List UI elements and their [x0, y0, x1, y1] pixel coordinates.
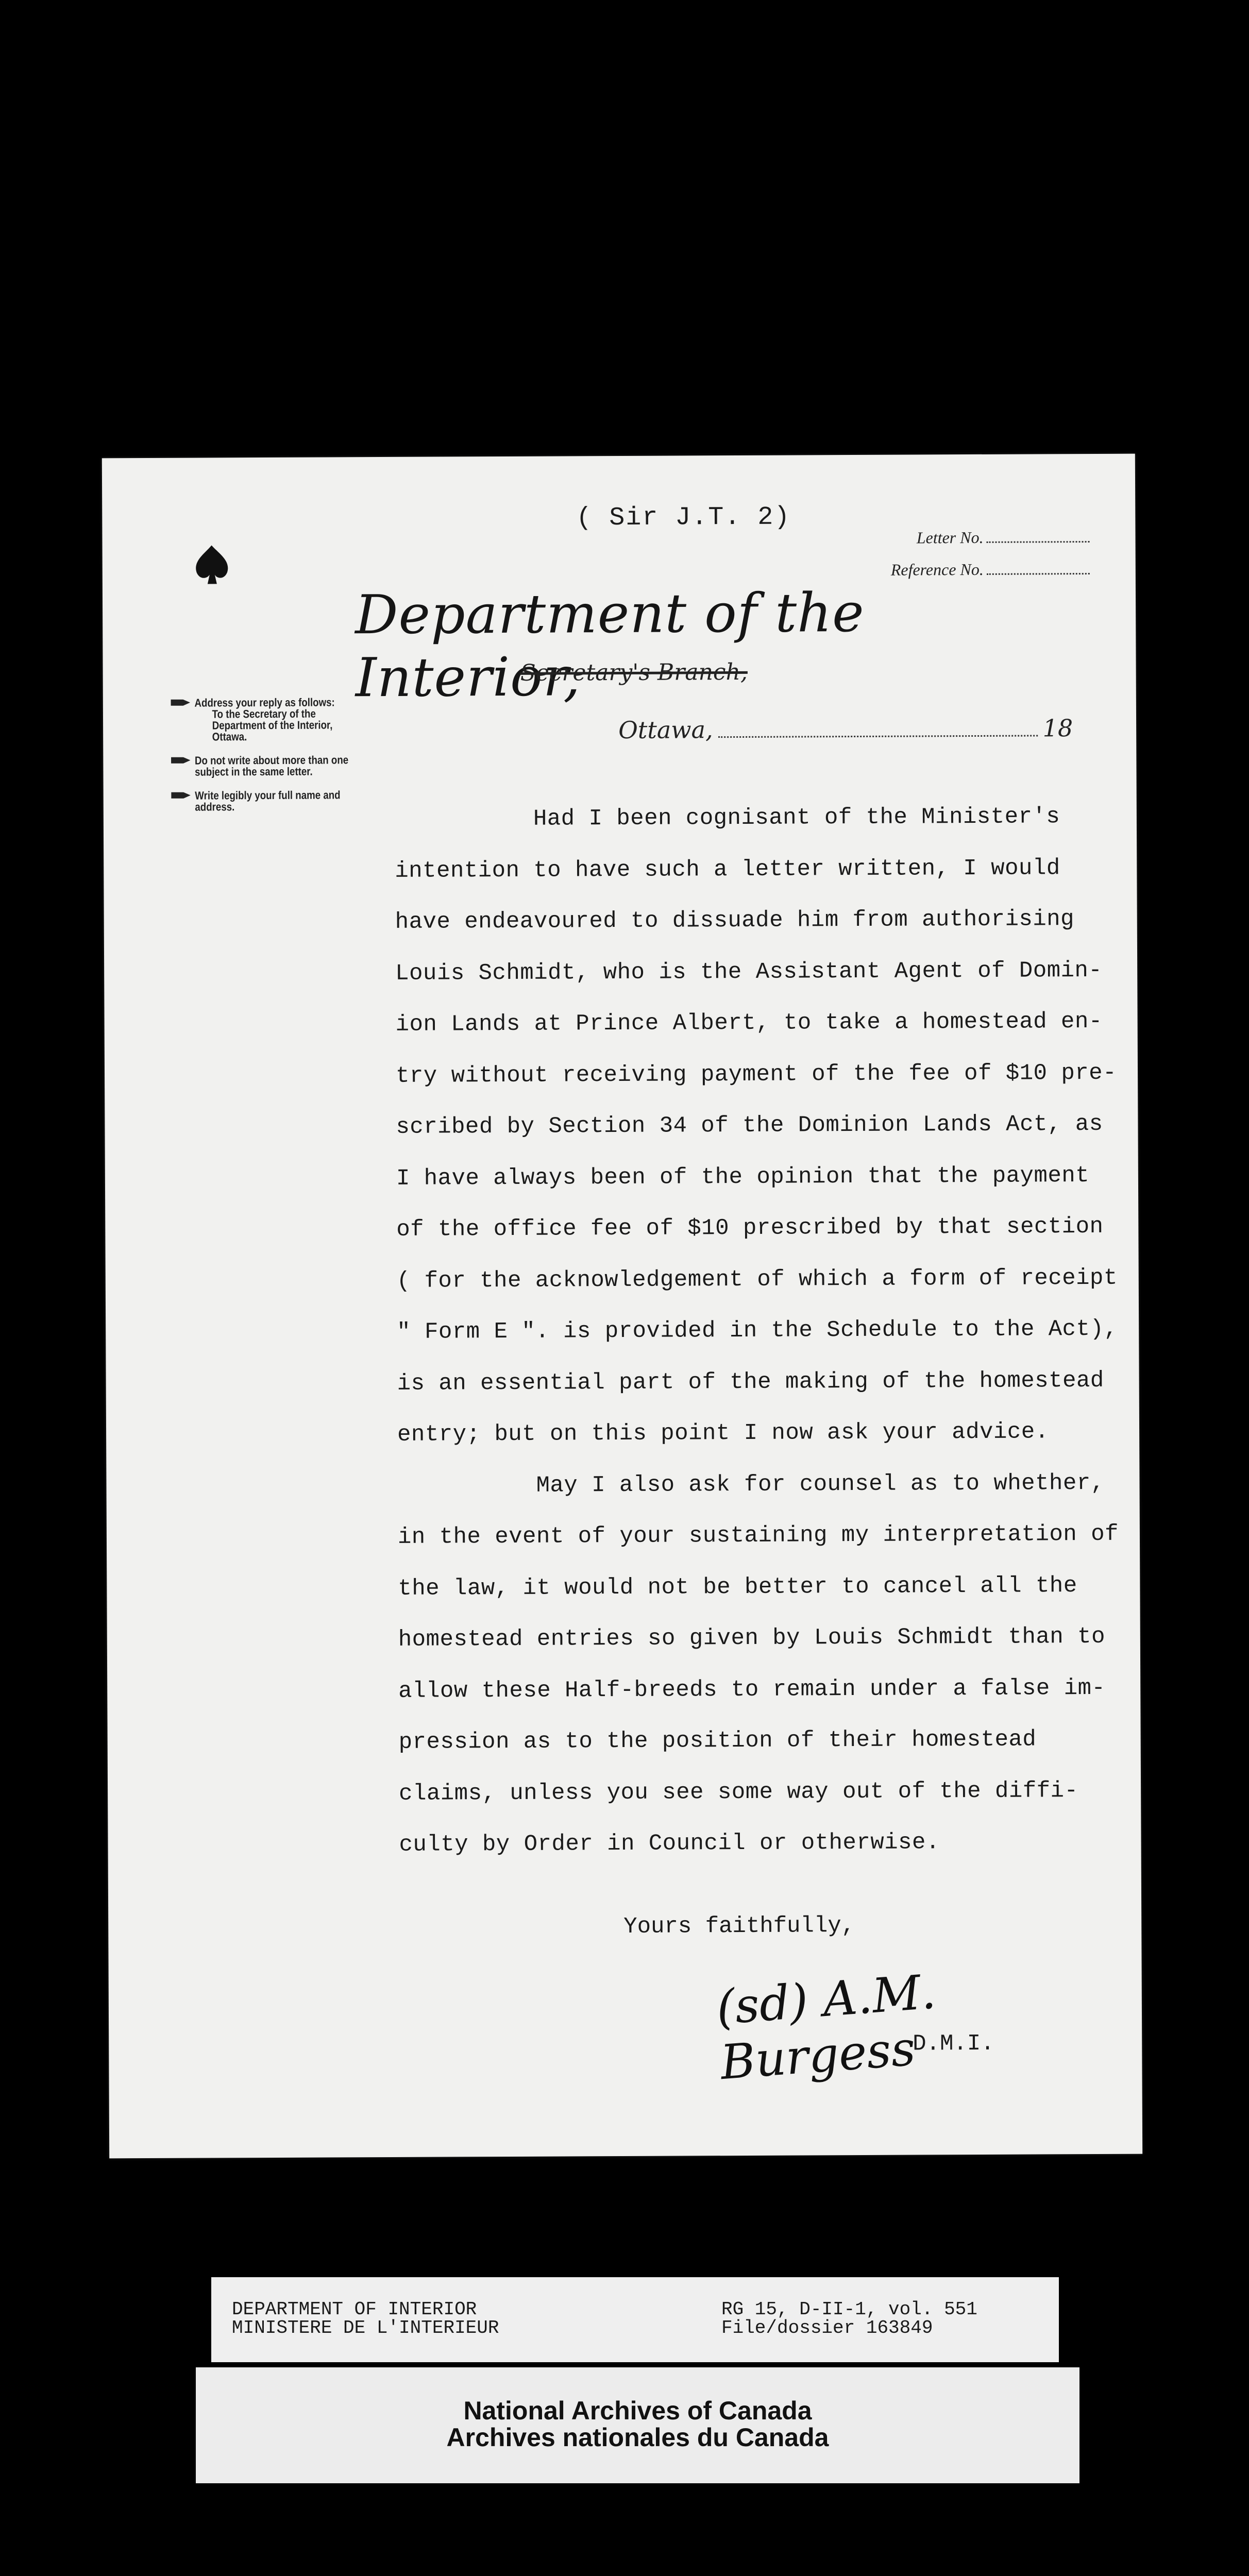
pointing-hand-icon [171, 790, 195, 813]
file-reference-code: ( Sir J.T. 2) [576, 502, 791, 533]
letter-body-line: homestead entries so given by Louis Schmidt than to [398, 1623, 1106, 1653]
letter-body-line: in the event of your sustaining my interpretation of [397, 1521, 1119, 1550]
letter-page [102, 454, 1142, 2159]
letter-body-line: allow these Half-breeds to remain under a false im- [398, 1675, 1106, 1704]
letter-body-line: of the office fee of $10 prescribed by that section [396, 1213, 1104, 1243]
signatory-title: D.M.I. [913, 2030, 994, 2057]
instruction-text: Address your reply as follows: [194, 696, 335, 709]
archive-name-label [196, 2367, 1079, 2483]
closing-salutation: Yours faithfully, [623, 1913, 855, 1940]
record-group-reference: RG 15, D-II-1, vol. 551 [721, 2299, 977, 2320]
instruction-item [170, 697, 354, 743]
letter-body-line: intention to have such a letter written, I would [395, 855, 1060, 884]
letter-body-line: have endeavoured to dissuade him from authorising [395, 906, 1075, 935]
letter-body-line: entry; but on this point I now ask your advice. [397, 1419, 1049, 1448]
letter-body-line: ion Lands at Prince Albert, to take a homestead en- [395, 1008, 1103, 1038]
letter-body-line: is an essential part of the making of the homestead [397, 1367, 1104, 1397]
file-number: File/dossier 163849 [721, 2317, 933, 2338]
letter-body-line: the law, it would not be better to cancel all the [398, 1572, 1077, 1602]
instruction-text: Do not write about more than one subject in the same letter. [194, 753, 349, 778]
letter-body-line: May I also ask for counsel as to whether, [397, 1470, 1105, 1499]
archive-name-fr: Archives nationales du Canada [446, 2423, 829, 2452]
letter-body-line: ( for the acknowledgement of which a form of receipt [396, 1265, 1118, 1294]
reference-no-label: Reference No. [890, 560, 984, 579]
department-name-fr: MINISTERE DE L'INTERIEUR [232, 2317, 499, 2338]
instruction-subtext: To the Secretary of the Department of the Interior, Ottawa. [212, 707, 333, 743]
letter-body-line: " Form E ". is provided in the Schedule to the Act), [397, 1316, 1118, 1345]
branch-name-struck: Secretary's Branch, [520, 658, 748, 686]
reply-instructions [170, 697, 355, 825]
department-name-en: DEPARTMENT OF INTERIOR [232, 2299, 477, 2320]
letter-reference-fields [890, 521, 1090, 586]
letter-no-label: Letter No. [916, 528, 984, 547]
letter-body [394, 791, 1119, 1871]
instruction-item [170, 754, 354, 778]
letter-body-line: claims, unless you see some way out of the diffi- [399, 1777, 1078, 1807]
letter-body-line: scribed by Section 34 of the Dominion Lands Act, as [396, 1111, 1103, 1140]
place-date-line [618, 714, 1073, 744]
letter-body-line: try without receiving payment of the fee of $10 pre- [395, 1060, 1117, 1089]
handwritten-signature: (sd) A.M. Burgess [714, 1964, 938, 2091]
year-prefix: 18 [1042, 714, 1073, 742]
archive-reference-label [211, 2277, 1059, 2362]
seal-stamp-icon [190, 543, 234, 586]
pointing-hand-icon [170, 755, 195, 778]
letter-body-line: pression as to the position of their homestead [398, 1726, 1037, 1755]
letter-body-line: Had I been cognisant of the Minister's [394, 804, 1060, 833]
instruction-item [171, 789, 355, 813]
instruction-text: Write legibly your full name and address. [195, 788, 341, 814]
archive-name-en: National Archives of Canada [463, 2396, 812, 2425]
pointing-hand-icon [170, 698, 195, 743]
place-name: Ottawa, [618, 716, 713, 744]
department-letterhead: Department of the Interior, [355, 581, 865, 709]
letter-body-line: I have always been of the opinion that the payment [396, 1162, 1090, 1192]
letter-body-line: Louis Schmidt, who is the Assistant Agent of Domin- [395, 957, 1103, 987]
letter-body-line: culty by Order in Council or otherwise. [399, 1829, 940, 1858]
